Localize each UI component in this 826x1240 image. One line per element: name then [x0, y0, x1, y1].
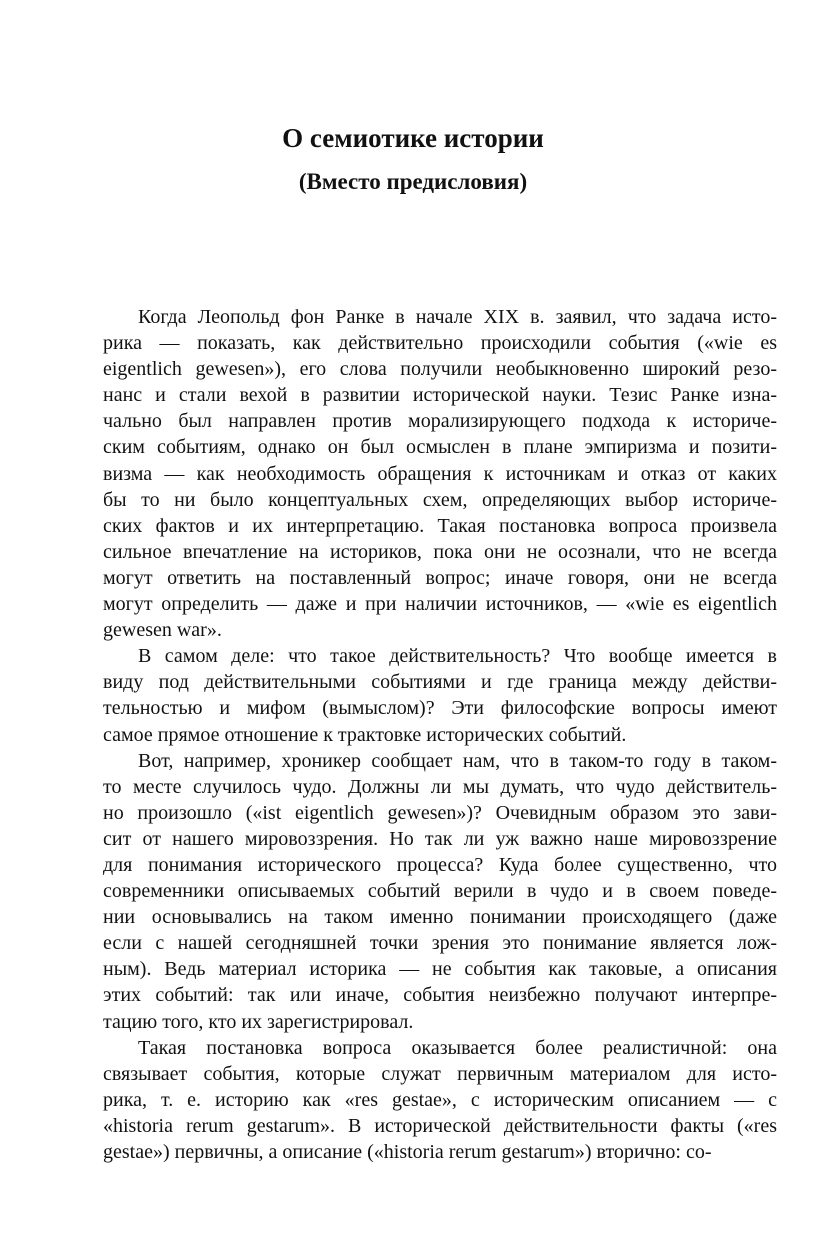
text-line: могут ответить на поставленный вопрос; иначе говоря, они не всегда — [103, 566, 777, 589]
text-line: gestae») первичны, а описание («historia rerum gestarum») вторично: со- — [103, 1141, 712, 1163]
text-line: могут определить — даже и при наличии источников, — «wie es eigentlich — [103, 593, 777, 616]
text-line: eigentlich gewesen»), его слова получили необыкновенно широкий резо- — [103, 358, 777, 381]
paragraph — [103, 643, 777, 747]
text-line: для понимания исторического процесса? Куда более существенно, что — [103, 853, 777, 876]
text-line: «historia rerum gestarum». В исторической действительности факты («res — [103, 1114, 777, 1137]
paragraph — [103, 1035, 777, 1165]
chapter-title: О семиотике истории — [282, 123, 544, 153]
text-line: сильное впечатление на историков, пока они не осознали, что не всегда — [103, 540, 777, 563]
text-line: бы то ни было концептуальных схем, определяющих выбор историче- — [103, 488, 777, 511]
text-line: gewesen war». — [103, 619, 222, 642]
text-line: Вот, например, хроникер сообщает нам, что в таком-то году в таком- — [138, 749, 777, 772]
text-line: ным). Ведь материал историка — не события как таковые, а описания — [103, 958, 777, 981]
text-line: современники описываемых событий верили в чудо и в своем поведе- — [103, 880, 777, 903]
text-line: этих событий: так или иначе, события неизбежно получают интерпре- — [103, 984, 777, 1007]
text-line: то месте случилось чудо. Должны ли мы думать, что чудо действитель- — [103, 775, 777, 798]
text-line: тацию того, кто их зарегистрировал. — [103, 1010, 414, 1033]
text-line: самое прямое отношение к трактовке исторических событий. — [103, 723, 627, 746]
chapter-subtitle: (Вместо предисловия) — [298, 169, 528, 194]
text-line: связывает события, которые служат первичным материалом для исто- — [103, 1062, 777, 1085]
text-line: тельностью и мифом (вымыслом)? Эти философские вопросы имеют — [103, 697, 777, 720]
text-line: рика, т. е. историю как «res gestae», с историческим описанием — с — [103, 1088, 777, 1111]
text-line: рика — показать, как действительно происходили события («wie es — [103, 332, 777, 355]
text-line: сит от нашего мировоззрения. Но так ли уж важно наше мировоззрение — [103, 827, 777, 850]
text-line: Такая постановка вопроса оказывается более реалистичной: она — [138, 1036, 777, 1059]
body-text — [103, 304, 777, 1165]
text-line: чально был направлен против морализирующего подхода к историче- — [103, 410, 777, 433]
text-line: виду под действительными событиями и где граница между действи- — [103, 671, 777, 694]
text-line: В самом деле: что такое действительность? Что вообще имеется в — [138, 645, 777, 668]
text-line: нии основывались на таком именно понимании происходящего (даже — [103, 906, 777, 929]
text-line: ских фактов и их интерпретацию. Такая постановка вопроса произвела — [103, 514, 777, 537]
paragraph — [103, 748, 777, 1035]
text-line: визма — как необходимость обращения к источникам и отказ от каких — [103, 462, 777, 485]
text-line: если с нашей сегодняшней точки зрения это понимание является лож- — [103, 932, 777, 955]
text-line: но произошло («ist eigentlich gewesen»)? Очевидным образом это зави- — [103, 801, 777, 824]
paragraph — [103, 304, 777, 643]
text-line: нанс и стали вехой в развитии исторической науки. Тезис Ранке изна- — [103, 384, 777, 407]
text-line: ским событиям, однако он был осмыслен в плане эмпиризма и позити- — [103, 436, 777, 459]
text-line: Когда Леопольд фон Ранке в начале XIX в. заявил, что задача исто- — [138, 306, 777, 328]
